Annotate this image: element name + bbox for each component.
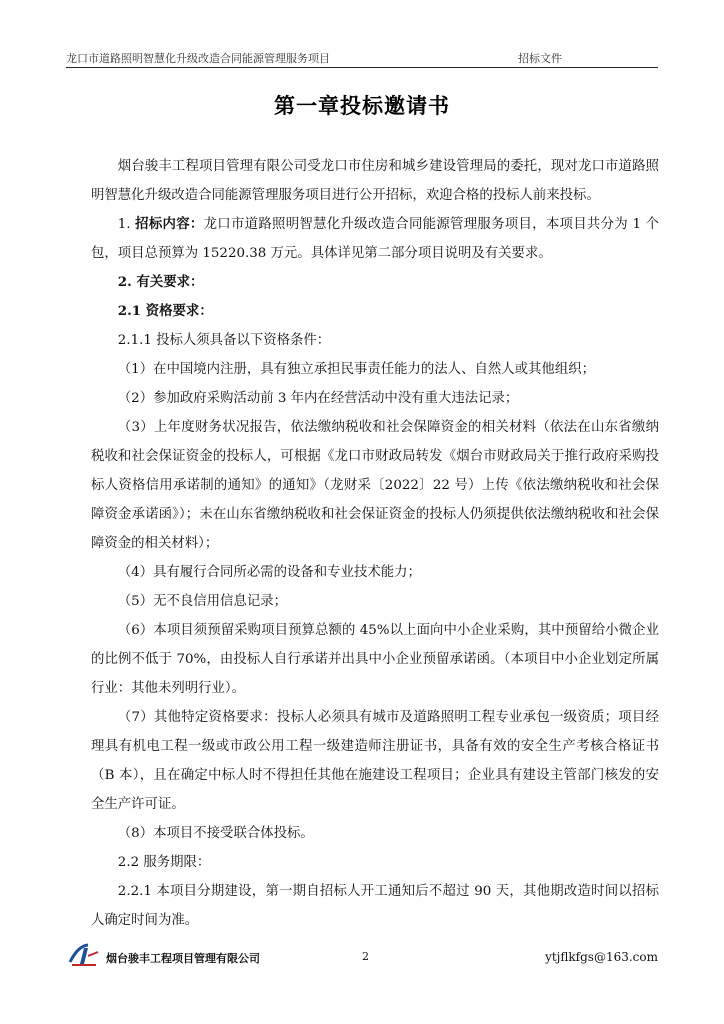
chapter-title: 第一章投标邀请书 [274,94,450,118]
condition-7: （7）其他特定资格要求：投标人必须具有城市及道路照明工程专业承包一级资质；项目经理具有机电工程一级或市政公用工程一级建造师注册证书，具备有效的安全生产考核合格证书（B 本），且在确定中标人时不得担任其他在施建设工程项目；企业具有建设主管部门核发的安全生产许可证。 [91,710,659,812]
section-2-heading: 2. 有关要求： [117,274,204,290]
condition-2: （2）参加政府采购活动前 3 年内在经营活动中没有重大违法记录； [117,391,519,406]
condition-5: （5）无不良信用信息记录； [117,594,288,609]
company-logo-icon [66,942,102,968]
page-number: 2 [362,950,369,963]
header-project-title: 龙口市道路照明智慧化升级改造合同能源管理服务项目 [66,52,330,65]
section-1-number: 1. [117,217,136,232]
footer-email: ytjflkfgs@163.com [545,950,658,964]
section-2-2-heading: 2.2 服务期限： [117,855,211,870]
condition-8: （8）本项目不接受联合体投标。 [117,826,314,841]
intro-paragraph: 烟台骏丰工程项目管理有限公司受龙口市住房和城乡建设管理局的委托，现对龙口市道路照明智慧化升级改造合同能源管理服务项目进行公开招标，欢迎合格的投标人前来投标。 [91,159,659,203]
condition-3: （3）上年度财务状况报告，依法缴纳税收和社会保障资金的相关材料（依法在山东省缴纳税收和社会保证资金的投标人，可根据《龙口市财政局转发《烟台市财政局关于推行政府采购投标人资格信用承诺制的通知》的通知》（龙财采〔2022〕22 号）上传《依法缴纳税收和社会保障资金承诺函》）；未在山东省缴纳税收和社会保证资金的投标人仍须提供依法缴纳税收和社会保障资金的相关材料）； [91,420,659,551]
header-divider [66,67,658,68]
page-footer [66,940,658,970]
condition-4: （4）具有履行合同所必需的设备和专业技术能力； [117,565,421,580]
condition-6: （6）本项目须预留采购项目预算总额的 45%以上面向中小企业采购，其中预留给小微企业的比例不低于 70%，由投标人自行承诺并出具中小企业预留承诺函。（本项目中小企业划定所属行业：其他未列明行业）。 [91,623,659,696]
document-body [91,152,659,935]
condition-1: （1）在中国境内注册，具有独立承担民事责任能力的法人、自然人或其他组织； [117,362,595,377]
section-2-2-1-paragraph: 2.2.1 本项目分期建设，第一期自招标人开工通知后不超过 90 天，其他期改造时间以招标人确定时间为准。 [91,884,659,928]
section-2-1-1-heading: 2.1.1 投标人须具备以下资格条件： [117,333,331,348]
section-1-paragraph [91,210,659,268]
header-doc-type: 招标文件 [518,52,562,65]
section-1-text: 龙口市道路照明智慧化升级改造合同能源管理服务项目，本项目共分为 1 个包，项目总预算为 15220.38 万元。具体详见第二部分项目说明及有关要求。 [91,217,660,261]
section-2-1-heading: 2.1 资格要求： [117,303,213,319]
footer-company-name: 烟台骏丰工程项目管理有限公司 [106,952,260,965]
section-1-label: 招标内容： [135,216,204,232]
